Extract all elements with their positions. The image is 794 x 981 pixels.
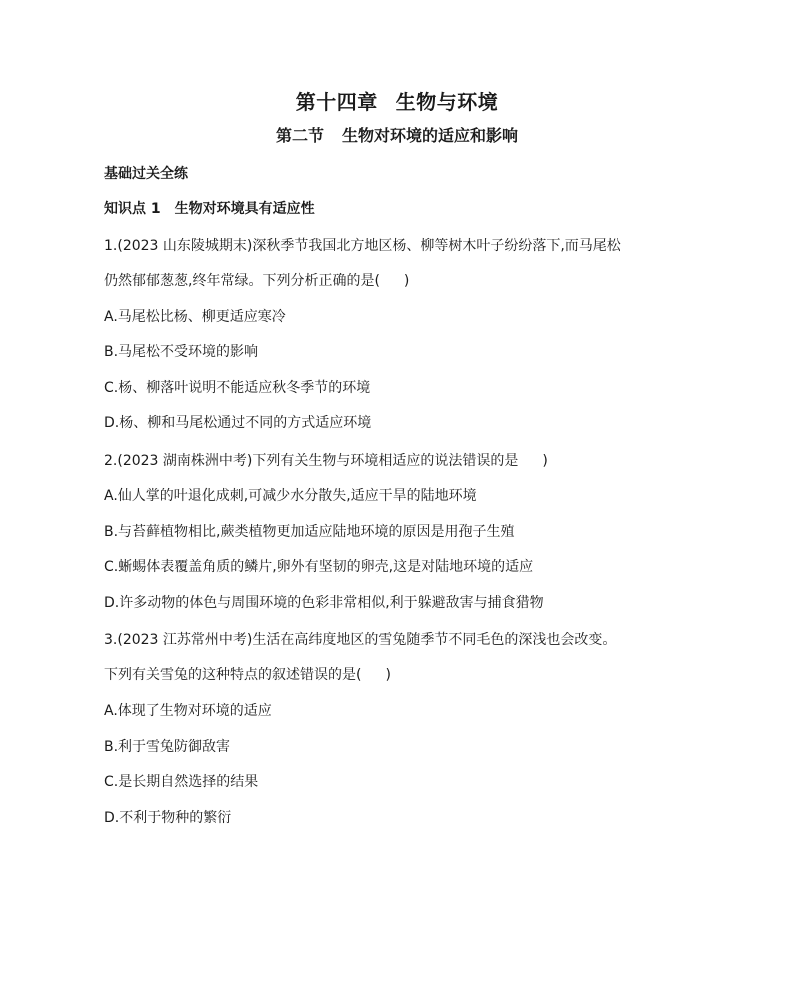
chapter-name: 生物与环境	[395, 90, 499, 114]
section-name: 生物对环境的适应和影响	[342, 126, 519, 145]
practice-label: 基础过关全练	[104, 166, 188, 182]
question-3-option-b: B.利于雪兔防御敌害	[104, 739, 231, 755]
question-1-option-a: A.马尾松比杨、柳更适应寒冷	[104, 309, 286, 325]
question-3-option-a: A.体现了生物对环境的适应	[104, 703, 272, 719]
question-2-stem-line-1: 2.(2023 湖南株洲中考)下列有关生物与环境相适应的说法错误的是 )	[104, 453, 548, 469]
question-1-option-c: C.杨、柳落叶说明不能适应秋冬季节的环境	[104, 380, 371, 396]
knowledge-point-label: 知识点 1	[104, 201, 161, 217]
chapter-number: 第十四章	[295, 90, 378, 114]
question-3-option-c: C.是长期自然选择的结果	[104, 774, 259, 790]
section-title	[0, 124, 794, 148]
question-1-stem-line-2: 仍然郁郁葱葱,终年常绿。下列分析正确的是( )	[104, 273, 410, 289]
question-1-stem-line-1: 1.(2023 山东陵城期末)深秋季节我国北方地区杨、柳等树木叶子纷纷落下,而马尾松	[104, 238, 621, 254]
question-1-option-d: D.杨、柳和马尾松通过不同的方式适应环境	[104, 415, 372, 431]
question-3-option-d: D.不利于物种的繁衍	[104, 810, 232, 826]
chapter-title	[0, 88, 794, 116]
knowledge-point-title: 生物对环境具有适应性	[174, 201, 315, 217]
question-2-option-b: B.与苔藓植物相比,蕨类植物更加适应陆地环境的原因是用孢子生殖	[104, 524, 515, 540]
question-2-option-d: D.许多动物的体色与周围环境的色彩非常相似,利于躲避敌害与捕食猎物	[104, 595, 544, 611]
question-3-stem-line-2: 下列有关雪兔的这种特点的叙述错误的是( )	[104, 667, 391, 683]
question-1-option-b: B.马尾松不受环境的影响	[104, 344, 259, 360]
question-2-option-c: C.蜥蜴体表覆盖角质的鳞片,卵外有坚韧的卵壳,这是对陆地环境的适应	[104, 559, 534, 575]
section-number: 第二节	[275, 126, 324, 145]
question-3-stem-line-1: 3.(2023 江苏常州中考)生活在高纬度地区的雪兔随季节不同毛色的深浅也会改变。	[104, 632, 617, 648]
knowledge-point-heading	[104, 199, 315, 219]
question-2-option-a: A.仙人掌的叶退化成刺,可减少水分散失,适应干旱的陆地环境	[104, 488, 477, 504]
